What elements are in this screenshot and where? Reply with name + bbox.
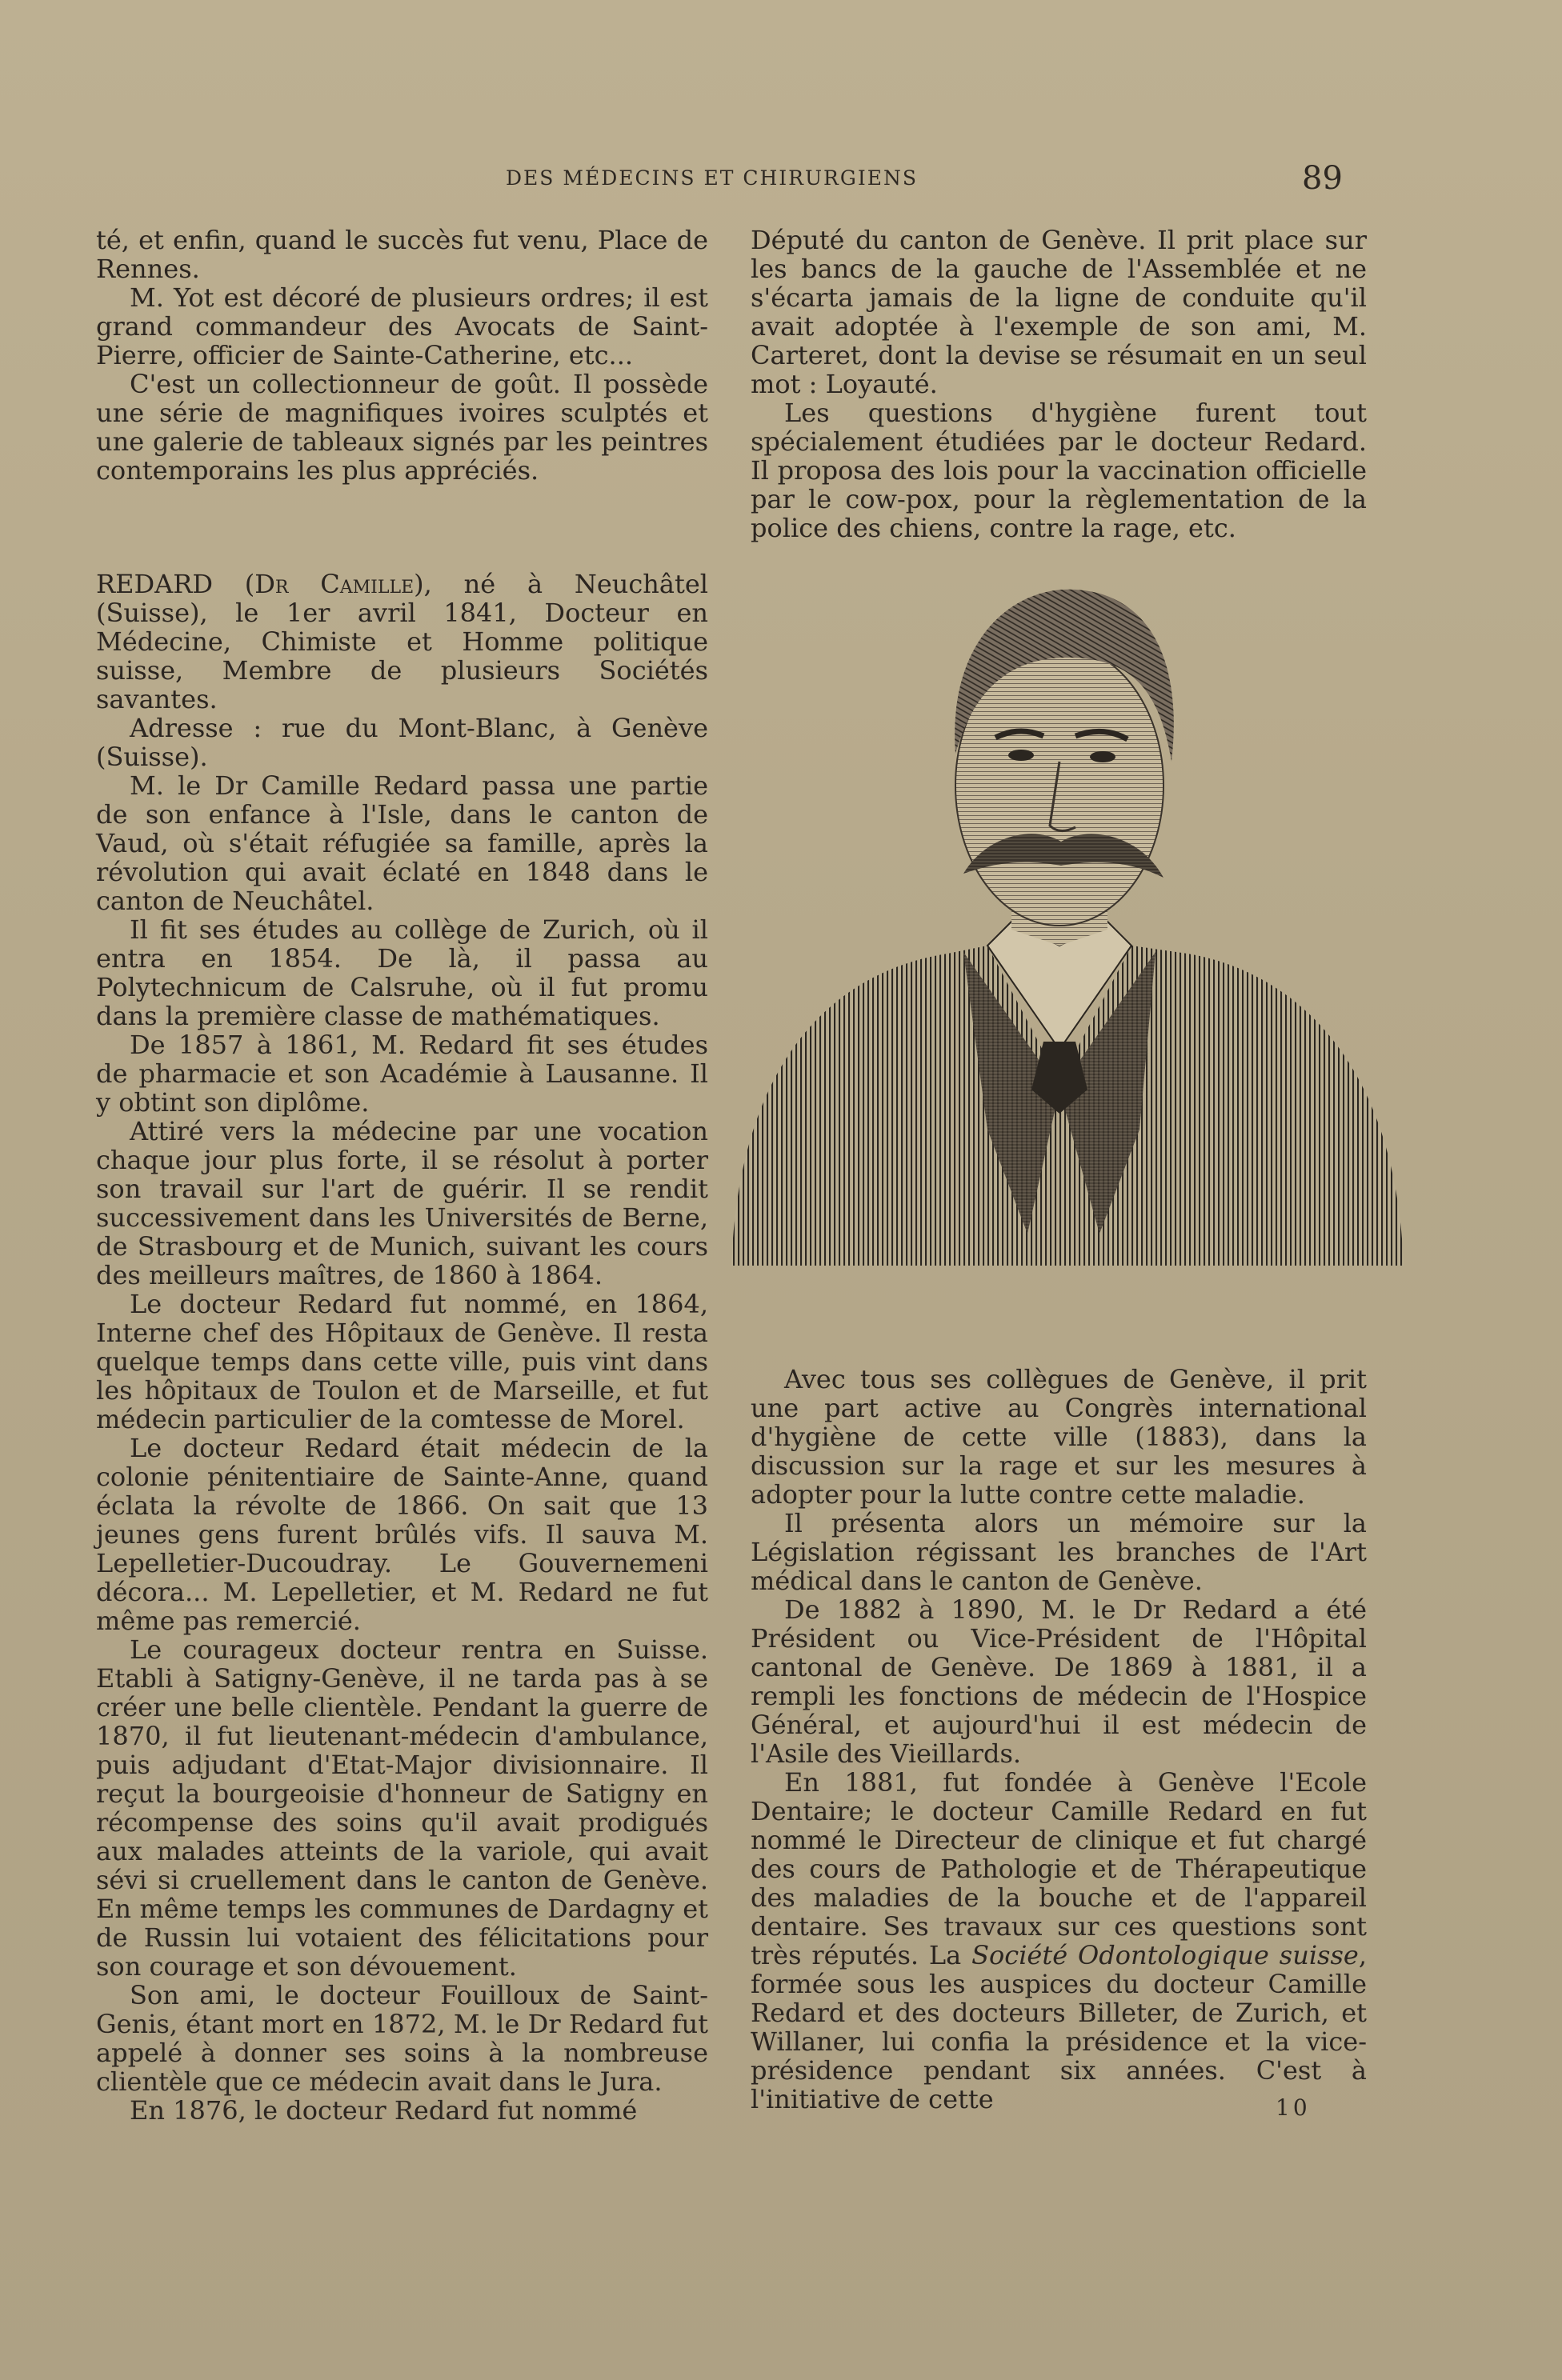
paragraph: té, et enfin, quand le succès fut venu, Place de Rennes. [96, 225, 708, 284]
entry-heading [96, 570, 708, 714]
entry-name: REDARD [96, 569, 213, 599]
paragraph: M. Yot est décoré de plusieurs ordres; il est grand commandeur des Avocats de Saint-Pierre, officier de Sainte-Catherine, etc... [96, 282, 708, 370]
running-head: DES MÉDECINS ET CHIRURGIENS [506, 166, 918, 190]
paragraph: Attiré vers la médecine par une vocation chaque jour plus forte, il se résolut à porter son travail sur l'art de guérir. Il se rendit successivement dans les Universités de Berne, de Strasbourg et de Munich, suivant les cours des meilleurs maîtres, de 1860 à 1864. [96, 1116, 708, 1290]
paragraph: Il fit ses études au collège de Zurich, où il entra en 1854. De là, il passa au Polytechnicum de Calsruhe, où il fut promu dans la première classe de mathématiques. [96, 914, 708, 1031]
paragraph: En 1876, le docteur Redard fut nommé [130, 2095, 638, 2126]
left-eye [1008, 750, 1034, 761]
paragraph: Député du canton de Genève. Il prit place sur les bancs de la gauche de l'Assemblée et ne s'écarta jamais de la ligne de conduite qu'il avait adoptée à l'exemple de son ami, M. Carteret, dont la devise se résumait en un seul mot : Loyauté. [751, 225, 1367, 399]
paragraph: M. le Dr Camille Redard passa une partie de son enfance à l'Isle, dans le canton de Vaud, où s'était réfugiée sa famille, après la révolution qui avait éclaté en 1848 dans le canton de Neuchâtel. [96, 770, 708, 916]
paragraph: Avec tous ses collègues de Genève, il prit une part active au Congrès international d'hygiène de cette ville (1883), dans la discussion sur la rage et sur les mesures à adopter pour la lutte contre cette maladie. [751, 1364, 1367, 1510]
paragraph: Le courageux docteur rentra en Suisse. Etabli à Satigny-Genève, il ne tarda pas à se créer une belle clientèle. Pendant la guerre de 1870, il fut lieutenant-médecin d'ambulance, puis adjudant d'Etat-Major divisionnaire. Il reçut la bourgeoisie d'honneur de Satigny en récompense des soins qu'il avait prodigués aux malades atteints de la variole, qui avait sévi si cruellement dans le canton de Genève. En même temps les communes de Dardagny et de Russin lui votaient des félicitations pour son courage et son dévouement. [96, 1634, 708, 1982]
left-column-top [96, 226, 708, 485]
signature-mark: 10 [1276, 2094, 1311, 2121]
right-eye [1090, 751, 1115, 762]
entry-description: né à Neuchâtel (Suisse), le 1er avril 1841, Docteur en Médecine, Chimiste et Homme politique suisse, Membre de plusieurs Sociétés savantes. [96, 569, 708, 714]
text-run: , formée sous les auspices du docteur Camille Redard et des docteurs Billeter, de Zurich, et Willaner, lui confia la présidence et la vice-présidence pendant six années. C'est à l'initiative de cette [751, 1940, 1368, 2114]
entry-title: (Dr Camille), [244, 569, 432, 599]
page-number: 89 [1302, 160, 1343, 197]
paragraph-dental-school [751, 1768, 1367, 2114]
right-column-top [751, 226, 1367, 542]
paragraph: Adresse : rue du Mont-Blanc, à Genève (Suisse). [96, 713, 708, 772]
paragraph: De 1882 à 1890, M. le Dr Redard a été Président ou Vice-Président de l'Hôpital cantonal de Genève. De 1869 à 1881, il a rempli les fonctions de médecin de l'Hospice Général, et aujourd'hui il est médecin de l'Asile des Vieillards. [751, 1594, 1367, 1769]
paragraph: De 1857 à 1861, M. Redard fit ses études de pharmacie et son Académie à Lausanne. Il y obtint son diplôme. [96, 1030, 708, 1118]
portrait-engraving [723, 570, 1413, 1314]
paragraph: C'est un collectionneur de goût. Il possède une série de magnifiques ivoires sculptés et une galerie de tableaux signés par les peintres contemporains les plus appréciés. [96, 369, 708, 486]
paragraph: Son ami, le docteur Fouilloux de Saint-Genis, étant mort en 1872, M. le Dr Redard fut appelé à donner ses soins à la nombreuse clientèle que ce médecin avait dans le Jura. [96, 1980, 708, 2097]
paragraph: Il présenta alors un mémoire sur la Législation régissant les branches de l'Art médical dans le canton de Genève. [751, 1508, 1367, 1596]
paragraph: Le docteur Redard était médecin de la colonie pénitentiaire de Sainte-Anne, quand éclata la révolte de 1866. On sait que 13 jeunes gens furent brûlés vifs. Il sauva M. Lepelletier-Ducoudray. Le Gouvernemeni décora... M. Lepelletier, et M. Redard ne fut même pas remercié. [96, 1433, 708, 1636]
italic-society-name: Société Odontologique suisse [971, 1940, 1359, 1970]
left-column-redard-entry [96, 570, 708, 2125]
text-run: En 1881, fut fondée à Genève l'Ecole Dentaire; le docteur Camille Redard en fut nommé le Directeur de clinique et fut chargé des cours de Pathologie et de Thérapeutique des maladies de la bouche et de l'appareil dentaire. Ses travaux sur ces questions sont très réputés. La [751, 1767, 1367, 1970]
paragraph: Le docteur Redard fut nommé, en 1864, Interne chef des Hôpitaux de Genève. Il resta quelque temps dans cette ville, puis vint dans les hôpitaux de Toulon et de Marseille, et fut médecin particulier de la comtesse de Morel. [96, 1289, 708, 1434]
paragraph: Les questions d'hygiène furent tout spécialement étudiées par le docteur Redard. Il proposa des lois pour la vaccination officielle par le cow-pox, pour la règlementation de la police des chiens, contre la rage, etc. [751, 398, 1367, 543]
right-column [751, 1365, 1367, 2114]
